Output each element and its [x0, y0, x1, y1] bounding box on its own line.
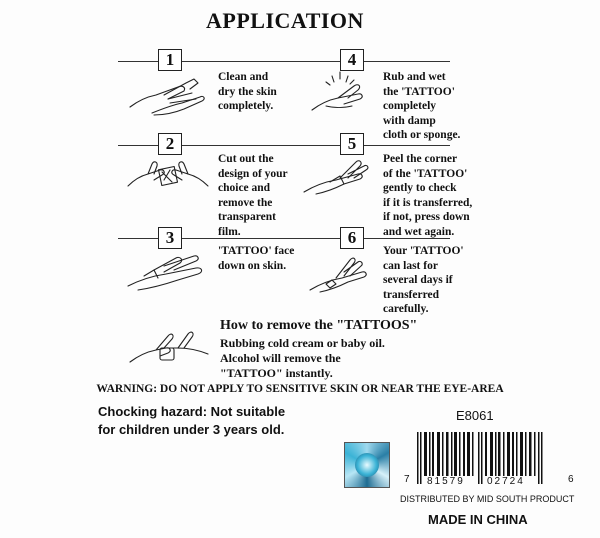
step-1-number: 1 — [158, 49, 182, 71]
step-2-number: 2 — [158, 133, 182, 155]
step-4-number: 4 — [340, 49, 364, 71]
removal-title: How to remove the "TATTOOS" — [220, 318, 418, 333]
face-down-icon — [124, 250, 214, 295]
step-1-text: Clean and dry the skin completely. — [218, 71, 277, 112]
barcode-digit-last: 6 — [568, 474, 574, 485]
step-3-text: 'TATTOO' face down on skin. — [218, 245, 295, 272]
step-4-text: Rub and wet the 'TATTOO' completely with damp cloth or sponge. — [383, 71, 461, 141]
barcode-digits-left: 81579 — [427, 476, 465, 487]
made-in-text: MADE IN CHINA — [428, 512, 528, 527]
barcode-digits-right: 02724 — [487, 476, 525, 487]
step-6-text: Your 'TATTOO' can last for several days if transferred carefully. — [383, 245, 464, 315]
step-3-number: 3 — [158, 227, 182, 249]
lasting-tattoo-icon — [306, 250, 376, 300]
clean-hands-icon — [124, 73, 212, 118]
step-6-number: 6 — [340, 227, 364, 249]
warning-text: WARNING: DO NOT APPLY TO SENSITIVE SKIN OR NEAR THE EYE-AREA — [96, 383, 504, 395]
choking-hazard-text: Chocking hazard: Not suitable for children under 3 years old. — [98, 404, 286, 437]
step-5-number: 5 — [340, 133, 364, 155]
hologram-seal-icon — [355, 453, 379, 477]
removal-hands-icon — [126, 322, 212, 372]
peel-corner-icon — [300, 152, 376, 202]
distributor-text: DISTRIBUTED BY MID SOUTH PRODUCT — [400, 494, 575, 504]
product-code: E8061 — [456, 408, 494, 423]
step-2-text: Cut out the design of your choice and remove the transparent film. — [218, 153, 288, 238]
page-title: APPLICATION — [206, 8, 364, 33]
barcode-digit-first: 7 — [404, 474, 410, 485]
rub-wet-icon — [308, 68, 376, 118]
hologram-sticker — [344, 442, 390, 488]
removal-text: Rubbing cold cream or baby oil. Alcohol will remove the "TATTOO" instantly. — [220, 336, 385, 380]
step-5-text: Peel the corner of the 'TATTOO' gently to check if it is transferred, if not, press down and wet again. — [383, 153, 473, 238]
cut-film-icon — [124, 154, 212, 199]
